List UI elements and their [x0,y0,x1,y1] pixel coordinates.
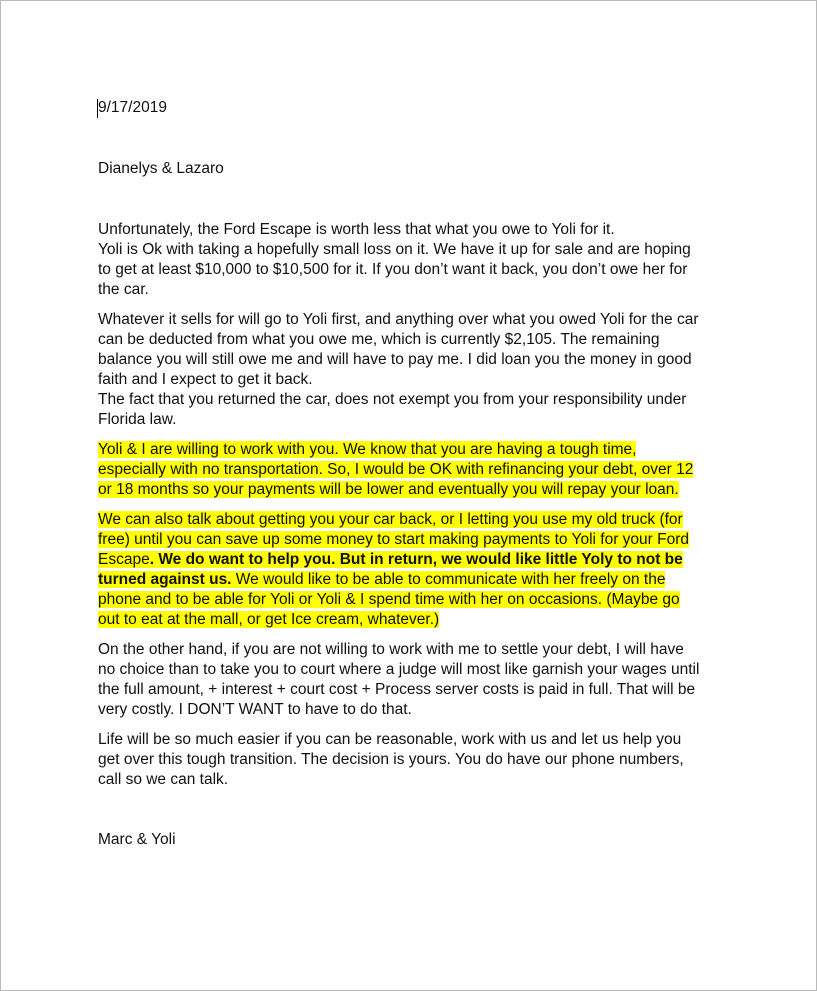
paragraph-line: Unfortunately, the Ford Escape is worth less that what you owe to Yoli for it. [98,221,615,238]
paragraph-line: no choice than to take you to court where a judge will most like garnish your wages until [98,661,700,678]
highlighted-text: We would like to be able to communicate with her freely on the [231,571,666,588]
paragraph-line: Yoli is Ok with taking a hopefully small loss on it. We have it up for sale and are hoping [98,241,691,258]
paragraph-line: The fact that you returned the car, does not exempt you from your responsibility under [98,391,687,408]
paragraph-line: Florida law. [98,411,177,428]
paragraph-line: the car. [98,281,149,298]
highlighted-text: Escape [98,551,150,568]
paragraph-line: very costly. I DON’T WANT to have to do that. [98,701,412,718]
highlighted-text: out to eat at the mall, or get Ice cream, whatever.) [98,611,440,628]
paragraph-line: call so we can talk. [98,771,229,788]
paragraph-line: get over this tough transition. The decision is yours. You do have our phone numbers, [98,751,684,768]
paragraph-line: to get at least $10,000 to $10,500 for it. If you don’t want it back, you don’t owe her for [98,261,688,278]
paragraph-line: the full amount, + interest + court cost + Process server costs is paid in full. That will be [98,681,696,698]
paragraph-line: balance you will still owe me and will have to pay me. I did loan you the money in good [98,351,692,368]
letter-signature: Marc & Yoli [98,831,176,848]
letter-date: 9/17/2019 [98,99,167,116]
paragraph-line: Life will be so much easier if you can be reasonable, work with us and let us help you [98,731,682,748]
highlighted-text: especially with no transportation. So, I would be OK with refinancing your debt, over 12 [98,461,694,478]
paragraph-line: can be deducted from what you owe me, which is currently $2,105. The remaining [98,331,660,348]
letter-salutation: Dianelys & Lazaro [98,160,224,177]
paragraph-line: faith and I expect to get it back. [98,371,313,388]
paragraph-line: On the other hand, if you are not willing to work with me to settle your debt, I will have [98,641,684,658]
highlighted-text: phone and to be able for Yoli or Yoli & I spend time with her on occasions. (Maybe go [98,591,680,608]
highlighted-text: free) until you can save up some money to start making payments to Yoli for your Ford [98,531,690,548]
highlighted-text: Yoli & I are willing to work with you. We know that you are having a tough time, [98,441,637,458]
highlighted-bold-text: turned against us. [98,571,232,588]
highlighted-text: We can also talk about getting you your car back, or I letting you use my old truck (for [98,511,683,528]
highlighted-text: or 18 months so your payments will be lower and eventually you will repay your loan. [98,481,679,498]
highlighted-bold-text: . We do want to help you. But in return, we would like little Yoly to not be [149,551,683,568]
paragraph-line: Whatever it sells for will go to Yoli first, and anything over what you owed Yoli for the car [98,311,699,328]
